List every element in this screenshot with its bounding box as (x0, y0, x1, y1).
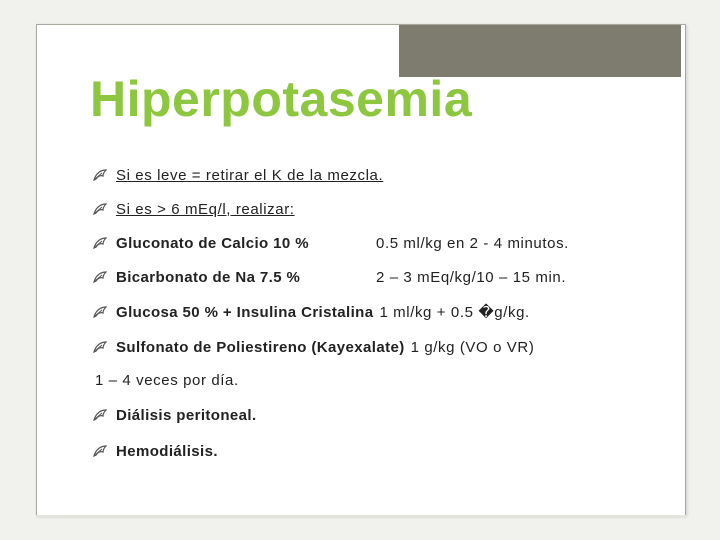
fleuron-bullet-icon (93, 445, 116, 457)
dose-value: 0.5 ml/kg en 2 - 4 minutos. (376, 234, 569, 252)
bullet-item (93, 440, 218, 462)
bullet-text: Diálisis peritoneal. (116, 406, 257, 424)
bullet-text: Si es > 6 mEq/l, realizar: (116, 200, 295, 218)
fleuron-bullet-icon (93, 271, 116, 283)
dose-value: 2 – 3 mEq/kg/10 – 15 min. (376, 268, 567, 286)
continuation-text: 1 – 4 veces por día. (95, 372, 239, 389)
fleuron-bullet-icon (93, 169, 116, 181)
bullet-item (93, 164, 383, 186)
bullet-text: Si es leve = retirar el K de la mezcla. (116, 166, 384, 184)
fleuron-bullet-icon (93, 306, 116, 318)
fleuron-bullet-icon (93, 203, 116, 215)
bullet-item (93, 198, 295, 220)
fleuron-bullet-icon (93, 409, 116, 421)
bullet-item (93, 301, 530, 323)
bullet-item (93, 336, 534, 358)
bullet-text: Bicarbonato de Na 7.5 % (116, 268, 301, 286)
bullet-item (93, 266, 613, 288)
bullet-text: Gluconato de Calcio 10 % (116, 234, 309, 252)
fleuron-bullet-icon (93, 341, 116, 353)
bullet-text: Glucosa 50 % + Insulina Cristalina (116, 303, 374, 321)
dose-value: 1 g/kg (VO o VR) (410, 338, 535, 356)
fleuron-bullet-icon (93, 237, 116, 249)
bullet-text: Hemodiálisis. (116, 442, 218, 460)
bullet-text: Sulfonato de Poliestireno (Kayexalate) (116, 338, 405, 356)
slide-title: Hiperpotasemia (90, 71, 473, 127)
dose-value: 1 ml/kg + 0.5 �g/kg. (379, 304, 530, 321)
bullet-item (93, 404, 257, 426)
bullet-item (93, 232, 613, 254)
